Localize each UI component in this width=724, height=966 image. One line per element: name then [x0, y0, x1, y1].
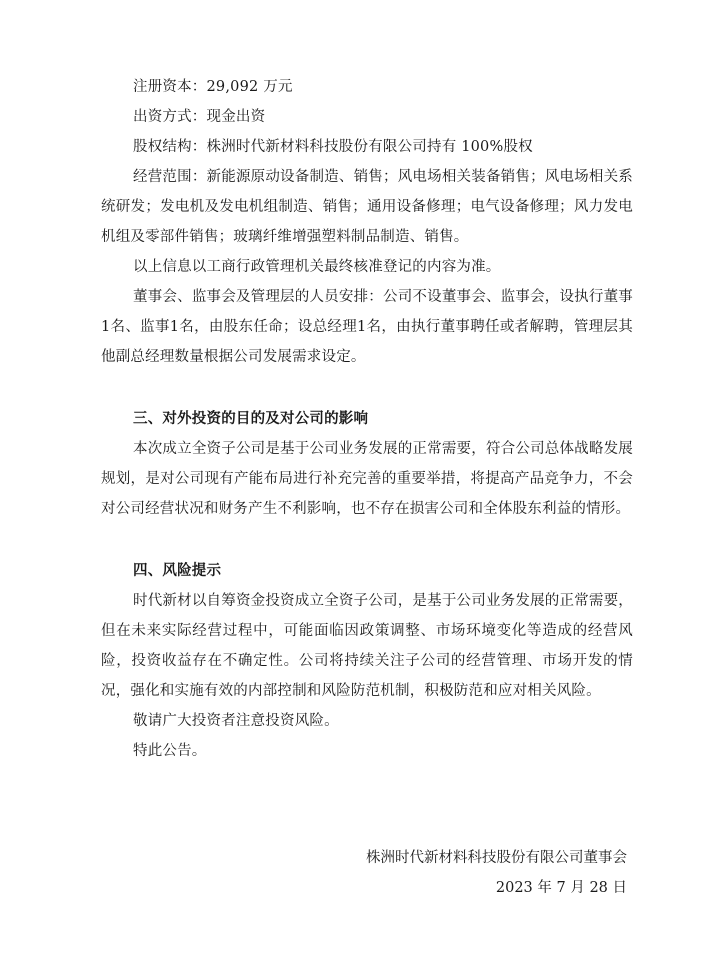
section-spacer [101, 372, 633, 404]
signing-organization: 株洲时代新材料科技股份有限公司董事会 [366, 850, 627, 866]
registered-capital: 注册资本：29,092 万元 [133, 79, 293, 95]
document-body [101, 72, 633, 766]
section-four-body: 时代新材以自筹资金投资成立全资子公司，是基于公司业务发展的正常需要，但在未来实际经营过程中，可能面临因政策调整、市场环境变化等造成的经营风险，投资收益存在不确定性。公司将持续关注子公司的经营管理、市场开发的情况，强化和实施有效的内部控制和风险防范机制，积极防范和应对相关风险。 [101, 593, 633, 699]
contribution-method: 出资方式：现金出资 [133, 109, 266, 125]
section-three-body: 本次成立全资子公司是基于公司业务发展的正常需要，符合公司总体战略发展规划，是对公司现有产能布局进行补充完善的重要举措，将提高产品竞争力，不会对公司经营状况和财务产生不利影响，也不存在损害公司和全体股东利益的情形。 [101, 441, 633, 517]
registration-note: 以上信息以工商行政管理机关最终核准登记的内容为准。 [133, 259, 501, 275]
closing-statement: 特此公告。 [133, 743, 207, 759]
section-three-heading: 三、对外投资的目的及对公司的影响 [133, 411, 369, 427]
investor-reminder: 敬请广大投资者注意投资风险。 [133, 713, 339, 729]
announcement-date: 2023 年 7 月 28 日 [495, 880, 627, 896]
governance-arrangement: 董事会、监事会及管理层的人员安排：公司不设董事会、监事会，设执行董事1名、监事1名，由股东任命；设总经理1名，由执行董事聘任或者解聘，管理层其他副总经理数量根据公司发展需求设定。 [101, 289, 633, 365]
signature-block [366, 843, 627, 903]
business-scope: 经营范围：新能源原动设备制造、销售；风电场相关装备销售；风电场相关系统研发；发电机及发电机组制造、销售；通用设备修理；电气设备修理；风力发电机组及零部件销售；玻璃纤维增强塑料制品制造、销售。 [101, 169, 633, 245]
equity-structure: 股权结构：株洲时代新材料科技股份有限公司持有 100%股权 [133, 139, 533, 155]
section-four-heading: 四、风险提示 [133, 563, 222, 579]
section-spacer [101, 524, 633, 556]
